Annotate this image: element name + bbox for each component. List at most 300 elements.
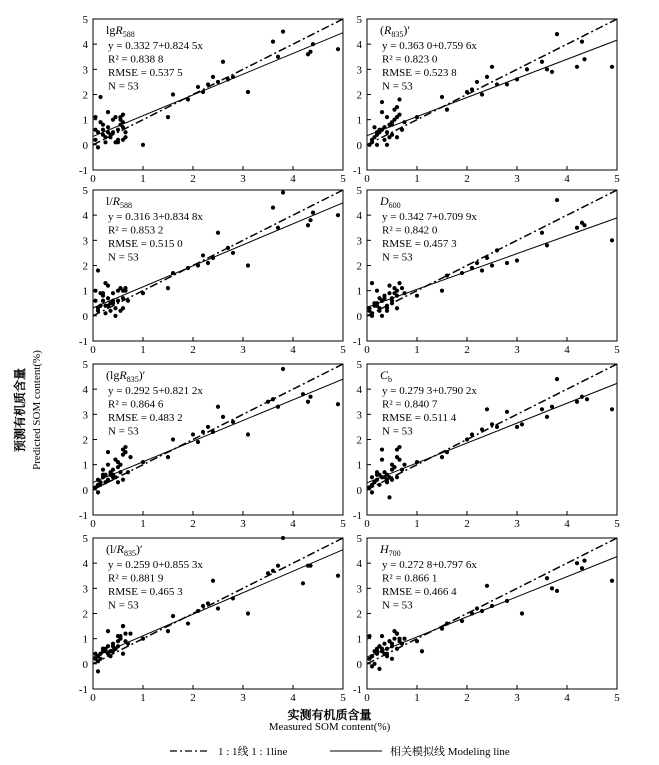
data-point [375, 652, 379, 656]
x-tick-label: 2 [464, 518, 470, 530]
data-point [93, 115, 97, 119]
data-point [545, 67, 549, 71]
data-point [470, 266, 474, 270]
x-tick-label: 0 [90, 344, 96, 356]
y-tick-label: -1 [352, 684, 362, 696]
data-point [216, 80, 220, 84]
data-point [206, 601, 210, 605]
legend-item-1to1: 1 : 1线 1 : 1line [218, 746, 288, 758]
data-point [495, 425, 499, 429]
data-point [375, 289, 379, 293]
regression-equation: y = 0.272 8+0.797 6x [382, 559, 477, 571]
data-point [186, 97, 190, 101]
regression-equation: y = 0.363 0+0.759 6x [382, 40, 477, 52]
data-point [555, 377, 559, 381]
data-point [382, 652, 386, 656]
panel-label: $(l/R_{835})'$ [106, 542, 143, 558]
y-tick-label: 1 [82, 633, 88, 646]
data-point [575, 561, 579, 565]
y-tick-label: 5 [82, 14, 88, 26]
data-point [505, 261, 509, 265]
r-squared-label: R² = 0.864 6 [108, 398, 164, 411]
x-tick-label: 1 [414, 173, 420, 185]
data-point [480, 268, 484, 272]
data-point [111, 130, 115, 134]
x-tick-label: 4 [290, 173, 296, 185]
data-point [211, 579, 215, 583]
data-point [475, 261, 479, 265]
y-tick-label: 3 [82, 235, 88, 248]
x-tick-label: 4 [564, 518, 570, 530]
data-point [308, 395, 312, 399]
data-point [382, 125, 386, 129]
sample-size-label: N = 53 [108, 80, 139, 93]
data-point [380, 458, 384, 462]
data-point [397, 281, 401, 285]
data-point [121, 652, 125, 656]
data-point [118, 470, 122, 474]
data-point [123, 130, 127, 134]
data-point [93, 289, 97, 293]
y-tick-label: 5 [82, 359, 88, 371]
data-point [93, 299, 97, 303]
data-point [445, 621, 449, 625]
data-point [171, 271, 175, 275]
x-tick-label: 1 [414, 518, 420, 530]
y-axis-title-svg [6, 310, 66, 510]
panel-label: (lgR$_{835}$)′ [106, 368, 146, 384]
data-point [336, 213, 340, 217]
data-point [123, 135, 127, 139]
r-squared-label: R² = 0.823 0 [382, 53, 438, 66]
y-tick-label: 4 [82, 558, 88, 571]
data-point [106, 644, 110, 648]
data-point [196, 440, 200, 444]
x-tick-label: 2 [464, 692, 470, 704]
data-point [402, 463, 406, 467]
data-point [550, 405, 554, 409]
data-point [231, 596, 235, 600]
data-point [370, 654, 374, 658]
data-point [276, 226, 280, 230]
data-point [211, 430, 215, 434]
data-point [216, 405, 220, 409]
data-point [505, 82, 509, 86]
data-point [440, 289, 444, 293]
data-point [306, 223, 310, 227]
data-point [480, 92, 484, 96]
data-point [186, 621, 190, 625]
data-point [231, 75, 235, 79]
y-tick-label: 4 [356, 39, 362, 52]
data-point [106, 629, 110, 633]
data-point [171, 437, 175, 441]
y-tick-label: 0 [82, 310, 88, 323]
data-point [555, 32, 559, 36]
y-tick-label: 5 [356, 185, 362, 197]
data-point [395, 289, 399, 293]
data-point [93, 652, 97, 656]
data-point [96, 659, 100, 663]
panel-label: $(R_{835})'$ [380, 23, 410, 39]
x-axis-title-cn: 实测有机质含量 [287, 708, 372, 722]
data-point [480, 609, 484, 613]
x-tick-label: 5 [614, 344, 620, 356]
data-point [108, 309, 112, 313]
y-tick-label: -1 [78, 165, 88, 177]
data-point [610, 65, 614, 69]
data-point [380, 110, 384, 114]
rmse-label: RMSE = 0.465 3 [108, 586, 183, 598]
data-point [555, 198, 559, 202]
data-point [246, 611, 250, 615]
data-point [582, 223, 586, 227]
data-point [106, 304, 110, 308]
data-point [385, 480, 389, 484]
y-tick-label: 3 [82, 583, 88, 596]
data-point [550, 586, 554, 590]
x-tick-label: 3 [514, 692, 520, 704]
data-point [390, 299, 394, 303]
data-point [113, 115, 117, 119]
y-tick-label: 1 [82, 459, 88, 472]
data-point [166, 629, 170, 633]
data-point [276, 405, 280, 409]
data-point [101, 133, 105, 137]
data-point [196, 609, 200, 613]
data-point [380, 447, 384, 451]
data-point [111, 644, 115, 648]
data-point [380, 647, 384, 651]
data-point [101, 299, 105, 303]
data-point [470, 87, 474, 91]
x-axis-title-en: Measured SOM content(%) [268, 721, 391, 733]
data-point [582, 559, 586, 563]
x-tick-label: 3 [240, 692, 246, 704]
rmse-label: RMSE = 0.457 3 [382, 238, 457, 250]
data-point [96, 478, 100, 482]
data-point [440, 455, 444, 459]
data-point [96, 268, 100, 272]
data-point [445, 108, 449, 112]
data-point [111, 299, 115, 303]
x-tick-label: 0 [364, 173, 370, 185]
data-point [375, 143, 379, 147]
data-point [377, 296, 381, 300]
x-tick-label: 0 [90, 692, 96, 704]
data-point [271, 40, 275, 44]
panel-7 [79, 533, 346, 704]
y-tick-label: 2 [82, 260, 88, 273]
data-point [395, 306, 399, 310]
data-point [387, 135, 391, 139]
x-tick-label: 3 [240, 173, 246, 185]
y-tick-label: 4 [356, 210, 362, 223]
x-tick-label: 4 [290, 344, 296, 356]
data-point [216, 606, 220, 610]
x-tick-label: 2 [464, 344, 470, 356]
data-point [490, 65, 494, 69]
data-point [106, 110, 110, 114]
panel-label: $H_{700}$ [380, 542, 401, 558]
data-point [281, 190, 285, 194]
x-tick-label: 4 [290, 518, 296, 530]
y-tick-label: 1 [356, 459, 362, 472]
data-point [101, 128, 105, 132]
data-point [93, 128, 97, 132]
data-point [281, 536, 285, 540]
data-point [395, 632, 399, 636]
data-point [440, 95, 444, 99]
data-point [186, 266, 190, 270]
data-point [191, 432, 195, 436]
data-point [395, 647, 399, 651]
data-point [106, 450, 110, 454]
y-tick-label: 3 [356, 64, 362, 77]
x-tick-label: 5 [614, 692, 620, 704]
y-tick-label: 0 [356, 310, 362, 323]
data-point [382, 475, 386, 479]
data-point [311, 211, 315, 215]
data-point [111, 475, 115, 479]
data-point [336, 47, 340, 51]
panel-label: $l/R_{588}$ [106, 194, 133, 210]
data-point [550, 70, 554, 74]
data-point [490, 604, 494, 608]
data-point [266, 571, 270, 575]
data-point [465, 437, 469, 441]
data-point [540, 231, 544, 235]
data-point [400, 468, 404, 472]
y-axis-title-block [6, 310, 66, 510]
y-tick-label: 5 [82, 533, 88, 545]
y-tick-label: 2 [356, 608, 362, 621]
x-tick-label: 2 [190, 344, 196, 356]
y-tick-label: -1 [352, 165, 362, 177]
x-tick-label: 1 [414, 344, 420, 356]
data-point [610, 407, 614, 411]
data-point [301, 392, 305, 396]
data-point [201, 430, 205, 434]
rmse-label: RMSE = 0.523 8 [382, 67, 457, 79]
data-point [123, 289, 127, 293]
data-point [221, 415, 225, 419]
data-point [575, 65, 579, 69]
x-tick-label: 4 [564, 173, 570, 185]
data-point [246, 90, 250, 94]
data-point [515, 77, 519, 81]
data-point [101, 123, 105, 127]
data-point [128, 632, 132, 636]
data-point [540, 60, 544, 64]
data-point [470, 432, 474, 436]
data-point [460, 271, 464, 275]
panel-label: lgR$_{588}$ [106, 23, 135, 39]
panel-1 [79, 14, 346, 185]
data-point [171, 92, 175, 96]
data-point [397, 97, 401, 101]
y-tick-label: -1 [352, 336, 362, 348]
data-point [166, 115, 170, 119]
panel-3 [79, 185, 346, 356]
data-point [93, 138, 97, 142]
data-point [246, 263, 250, 267]
regression-equation: y = 0.316 3+0.834 8x [108, 211, 203, 223]
data-point [231, 420, 235, 424]
legend-item-modeling: 相关模拟线 Modeling line [390, 746, 510, 758]
data-point [121, 306, 125, 310]
data-point [400, 128, 404, 132]
data-point [201, 253, 205, 257]
data-point [271, 206, 275, 210]
data-point [121, 296, 125, 300]
x-tick-label: 3 [240, 344, 246, 356]
y-tick-label: 4 [356, 558, 362, 571]
rmse-label: RMSE = 0.537 5 [108, 67, 183, 79]
data-point [113, 458, 117, 462]
regression-equation: y = 0.259 0+0.855 3x [108, 559, 203, 571]
data-point [308, 50, 312, 54]
data-point [397, 113, 401, 117]
data-point [266, 400, 270, 404]
data-point [445, 450, 449, 454]
data-point [370, 490, 374, 494]
x-tick-label: 1 [140, 344, 146, 356]
data-point [370, 314, 374, 318]
r-squared-label: R² = 0.842 0 [382, 224, 438, 237]
y-tick-label: 4 [82, 384, 88, 397]
data-point [395, 475, 399, 479]
y-axis-title-en: Predicted SOM content(%) [31, 350, 43, 470]
data-point [111, 468, 115, 472]
data-point [377, 483, 381, 487]
data-point [96, 306, 100, 310]
data-point [216, 231, 220, 235]
data-point [370, 475, 374, 479]
y-tick-label: 3 [356, 409, 362, 422]
y-tick-label: 2 [356, 260, 362, 273]
rmse-label: RMSE = 0.466 4 [382, 586, 457, 598]
data-point [415, 639, 419, 643]
data-point [141, 637, 145, 641]
data-point [375, 473, 379, 477]
data-point [106, 463, 110, 467]
data-point [196, 263, 200, 267]
data-point [385, 647, 389, 651]
data-point [370, 281, 374, 285]
sample-size-label: N = 53 [382, 251, 413, 264]
x-tick-label: 5 [614, 173, 620, 185]
data-point [490, 263, 494, 267]
rmse-label: RMSE = 0.515 0 [108, 238, 183, 250]
data-point [505, 599, 509, 603]
data-point [480, 427, 484, 431]
data-point [336, 402, 340, 406]
data-point [121, 478, 125, 482]
data-point [121, 624, 125, 628]
y-tick-label: 3 [82, 64, 88, 77]
data-point [121, 120, 125, 124]
data-point [395, 294, 399, 298]
data-point [116, 138, 120, 142]
data-point [276, 564, 280, 568]
data-point [375, 304, 379, 308]
data-point [505, 410, 509, 414]
y-tick-label: 0 [82, 139, 88, 152]
r-squared-label: R² = 0.853 2 [108, 224, 164, 237]
data-point [141, 143, 145, 147]
panel-8 [353, 533, 620, 704]
data-point [123, 632, 127, 636]
y-tick-label: 2 [356, 434, 362, 447]
data-point [166, 455, 170, 459]
data-point [392, 108, 396, 112]
data-point [382, 642, 386, 646]
x-tick-label: 3 [514, 173, 520, 185]
data-point [98, 483, 102, 487]
data-point [372, 662, 376, 666]
legend [150, 742, 550, 760]
data-point [540, 407, 544, 411]
y-tick-label: 5 [356, 533, 362, 545]
regression-equation: y = 0.342 7+0.709 9x [382, 211, 477, 223]
data-point [372, 125, 376, 129]
r-squared-label: R² = 0.881 9 [108, 572, 164, 585]
y-tick-label: 2 [82, 608, 88, 621]
rmse-label: RMSE = 0.483 2 [108, 412, 183, 424]
data-point [111, 291, 115, 295]
data-point [101, 291, 105, 295]
y-tick-label: 1 [356, 114, 362, 127]
panel-2 [353, 14, 620, 185]
data-point [545, 243, 549, 247]
y-tick-label: -1 [78, 336, 88, 348]
data-point [103, 281, 107, 285]
data-point [545, 415, 549, 419]
data-point [106, 125, 110, 129]
y-tick-label: -1 [78, 510, 88, 522]
data-point [231, 251, 235, 255]
panel-5 [79, 359, 346, 530]
data-point [515, 258, 519, 262]
y-tick-label: 1 [82, 285, 88, 298]
data-point [206, 425, 210, 429]
sample-size-label: N = 53 [382, 425, 413, 438]
data-point [116, 289, 120, 293]
data-point [392, 637, 396, 641]
y-tick-label: -1 [78, 684, 88, 696]
x-tick-label: 4 [290, 692, 296, 704]
r-squared-label: R² = 0.866 1 [382, 572, 438, 585]
sample-size-label: N = 53 [382, 599, 413, 612]
data-point [206, 261, 210, 265]
data-point [106, 296, 110, 300]
data-point [485, 256, 489, 260]
data-point [372, 480, 376, 484]
data-point [387, 284, 391, 288]
data-point [370, 138, 374, 142]
x-tick-label: 1 [414, 692, 420, 704]
data-point [582, 57, 586, 61]
data-point [118, 634, 122, 638]
data-point [201, 90, 205, 94]
data-point [415, 294, 419, 298]
x-tick-label: 2 [464, 173, 470, 185]
y-tick-label: 1 [356, 285, 362, 298]
x-tick-label: 5 [340, 173, 346, 185]
data-point [390, 657, 394, 661]
data-point [118, 115, 122, 119]
